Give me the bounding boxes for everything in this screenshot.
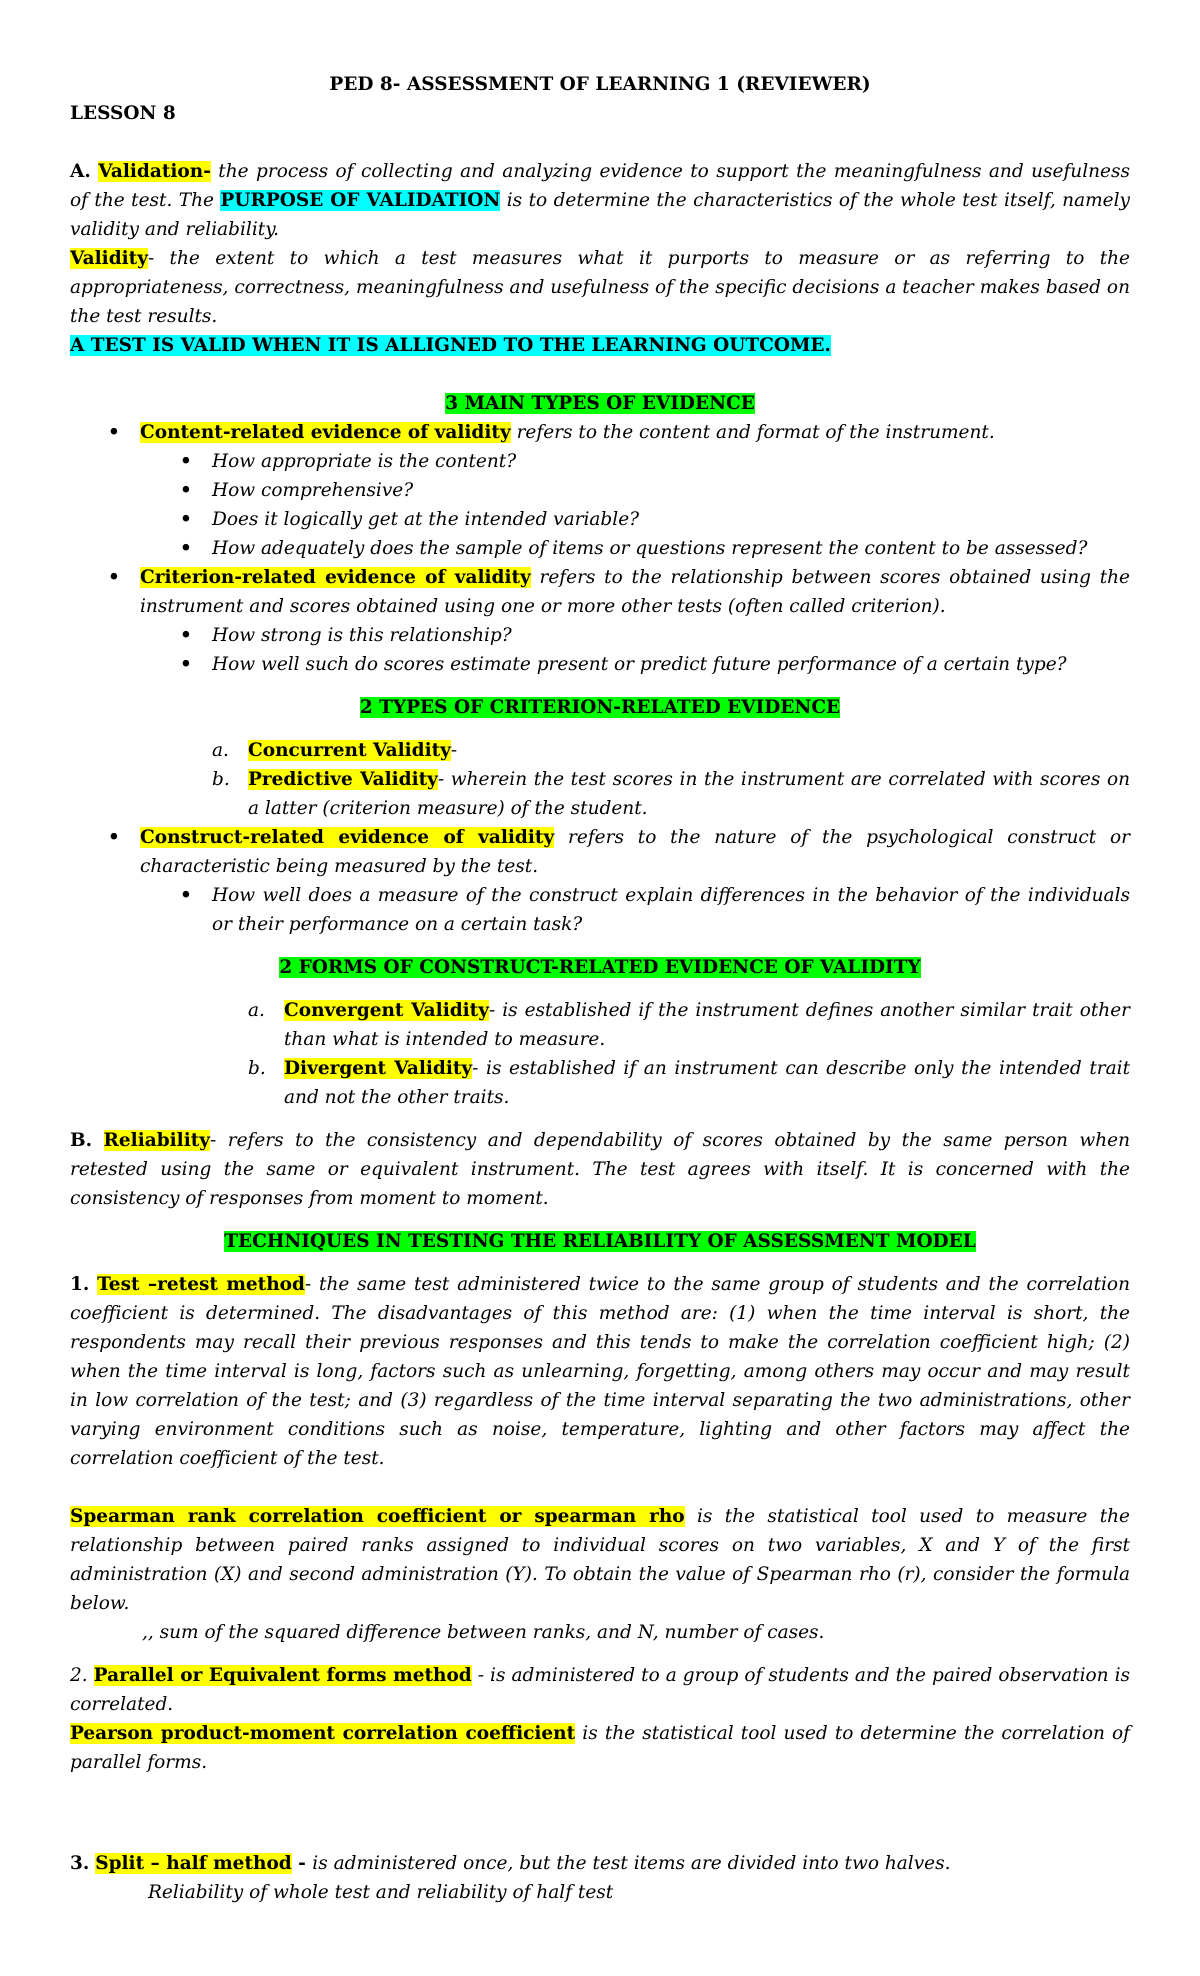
divergent-validity-def: - is established if an instrument can describe only the intended trait and not the other traits. <box>284 1058 1131 1108</box>
predictive-validity-term: Predictive Validity <box>248 769 438 790</box>
reliability-def: - refers to the consistency and dependability of scores obtained by the same person when retested using the same or equivalent instrument. The test agrees with itself. It is concerned with the consistency of responses from moment to moment. <box>70 1130 1130 1209</box>
document-page <box>70 70 1130 1907</box>
split-half-dash: - <box>291 1853 313 1874</box>
criterion-types-heading: 2 TYPES OF CRITERION-RELATED EVIDENCE <box>359 697 841 718</box>
validity-term: Validity <box>70 248 148 269</box>
list-marker: b. <box>212 769 230 790</box>
technique-3-number: 3. <box>70 1853 90 1874</box>
spearman-note: ,, sum of the squared difference between ranks, and N, number of cases. <box>142 1622 825 1643</box>
convergent-validity-item <box>248 996 1130 1054</box>
predictive-validity-def: - wherein the test scores in the instrument are correlated with scores on a latter (criterion measure) of the student. <box>248 769 1130 819</box>
construct-forms-heading-line <box>70 953 1130 982</box>
purpose-of-validation: PURPOSE OF VALIDATION <box>220 190 501 211</box>
evidence-list <box>70 418 1130 939</box>
valid-statement-line <box>70 331 1130 360</box>
test-retest-term: Test –retest method <box>97 1274 305 1295</box>
spearman-term: Spearman rank correlation coefficient or spearman rho <box>70 1506 685 1527</box>
list-marker: a. <box>212 740 229 761</box>
list-marker: a. <box>248 1000 265 1021</box>
list-marker: b. <box>248 1058 266 1079</box>
parallel-forms-paragraph <box>70 1661 1130 1719</box>
construct-evidence-item <box>140 823 1130 939</box>
validation-paragraph <box>70 157 1130 244</box>
list-item: • Does it logically get at the intended variable? <box>212 505 1130 534</box>
test-retest-def: - the same test administered twice to the same group of students and the correlation coefficient is determined. The disadvantages of this method are: (1) when the time interval is short, the respondents may recall their previous responses and this tends to make the correlation coefficient high; (2) when the time interval is long, factors such as unlearning, forgetting, among others may occur and may result in low correlation of the test; and (3) regardless of the time interval separating the two administrations, other varying environment conditions such as noise, temperature, lighting and other factors may affect the correlation coefficient of the test. <box>70 1274 1130 1469</box>
construct-evidence-term: Construct-related evidence of validity <box>140 827 555 848</box>
list-item: • How comprehensive? <box>212 476 1130 505</box>
document-title: PED 8- ASSESSMENT OF LEARNING 1 (REVIEWER) <box>329 74 871 95</box>
validity-def: - the extent to which a test measures what it purports to measure or as referring to the appropriateness, correctness, meaningfulness and usefulness of the specific decisions a teacher makes based on the test results. <box>70 248 1130 327</box>
construct-evidence-def: refers to the nature of the psychological construct or characteristic being measured by the test. <box>140 827 1130 877</box>
content-question-list <box>140 447 1130 563</box>
techniques-heading-line <box>70 1227 1130 1256</box>
parallel-forms-def: - is administered to a group of students and the paired observation is correlated. <box>70 1665 1130 1715</box>
spearman-def: is the statistical tool used to measure the relationship between paired ranks assigned to individual scores on two variables, X and Y of the first administration (X) and second administration (Y). To obtain the value of Spearman rho (r), consider the formula below. <box>70 1506 1130 1614</box>
validation-def-1: the process of collecting and analyzing evidence to support the meaningfulness and usefulness of the test. The <box>70 161 1130 211</box>
list-item: • How appropriate is the content? <box>212 447 1130 476</box>
valid-statement: A TEST IS VALID WHEN IT IS ALLIGNED TO THE LEARNING OUTCOME. <box>70 335 831 356</box>
criterion-types-heading-line <box>70 693 1130 722</box>
concurrent-validity-term: Concurrent Validity <box>248 740 451 761</box>
criterion-evidence-item <box>140 563 1130 823</box>
construct-forms-heading: 2 FORMS OF CONSTRUCT-RELATED EVIDENCE OF VALIDITY <box>279 957 921 978</box>
list-item: • How well does a measure of the construct explain differences in the behavior of the individuals or their performance on a certain task? <box>212 881 1130 939</box>
spearman-paragraph <box>70 1502 1130 1618</box>
section-a-letter: A. <box>70 161 91 182</box>
convergent-validity-def: - is established if the instrument defines another similar trait other than what is intended to measure. <box>284 1000 1130 1050</box>
criterion-question-list <box>140 621 1130 679</box>
validation-term: Validation- <box>98 161 211 182</box>
reliability-term: Reliability <box>103 1130 211 1151</box>
test-retest-paragraph <box>70 1270 1130 1473</box>
techniques-heading: TECHNIQUES IN TESTING THE RELIABILITY OF ASSESSMENT MODEL <box>224 1231 976 1252</box>
content-evidence-item <box>140 418 1130 563</box>
convergent-validity-term: Convergent Validity <box>284 1000 489 1021</box>
split-half-def: is administered once, but the test items are divided into two halves. <box>312 1853 951 1874</box>
list-item: • How well such do scores estimate present or predict future performance of a certain type? <box>212 650 1130 679</box>
evidence-heading-line <box>70 389 1130 418</box>
list-item: • How strong is this relationship? <box>212 621 1130 650</box>
parallel-forms-term: Parallel or Equivalent forms method <box>93 1665 472 1686</box>
construct-forms-list <box>70 996 1130 1112</box>
section-b-letter: B. <box>70 1130 93 1151</box>
pearson-paragraph <box>70 1719 1130 1777</box>
validity-paragraph <box>70 244 1130 331</box>
reliability-paragraph <box>70 1126 1130 1213</box>
divergent-validity-term: Divergent Validity <box>284 1058 473 1079</box>
split-half-note: Reliability of whole test and reliability of half test <box>148 1882 614 1903</box>
lesson-label: LESSON 8 <box>70 103 176 124</box>
criterion-types-list <box>140 736 1130 823</box>
concurrent-validity-def: - <box>450 740 458 761</box>
pearson-term: Pearson product-moment correlation coefficient <box>70 1723 576 1744</box>
technique-2-number: 2. <box>70 1665 88 1686</box>
criterion-evidence-def: refers to the relationship between scores obtained using the instrument and scores obtained using one or more other tests (often called criterion). <box>140 567 1130 617</box>
validation-def-2: is to determine the characteristics of the whole test itself, namely validity and reliability. <box>70 190 1130 240</box>
construct-question-list <box>140 881 1130 939</box>
technique-1-number: 1. <box>70 1274 90 1295</box>
predictive-validity-item <box>212 765 1130 823</box>
evidence-heading: 3 MAIN TYPES OF EVIDENCE <box>445 393 755 414</box>
criterion-evidence-term: Criterion-related evidence of validity <box>140 567 531 588</box>
divergent-validity-item <box>248 1054 1131 1112</box>
content-evidence-term: Content-related evidence of validity <box>140 422 511 443</box>
concurrent-validity-item <box>212 736 1130 765</box>
split-half-paragraph <box>70 1849 1130 1878</box>
content-evidence-def: refers to the content and format of the instrument. <box>510 422 995 443</box>
split-half-term: Split – half method <box>95 1853 292 1874</box>
pearson-def: is the statistical tool used to determine the correlation of parallel forms. <box>70 1723 1130 1773</box>
list-item: • How adequately does the sample of items or questions represent the content to be assessed? <box>212 534 1130 563</box>
